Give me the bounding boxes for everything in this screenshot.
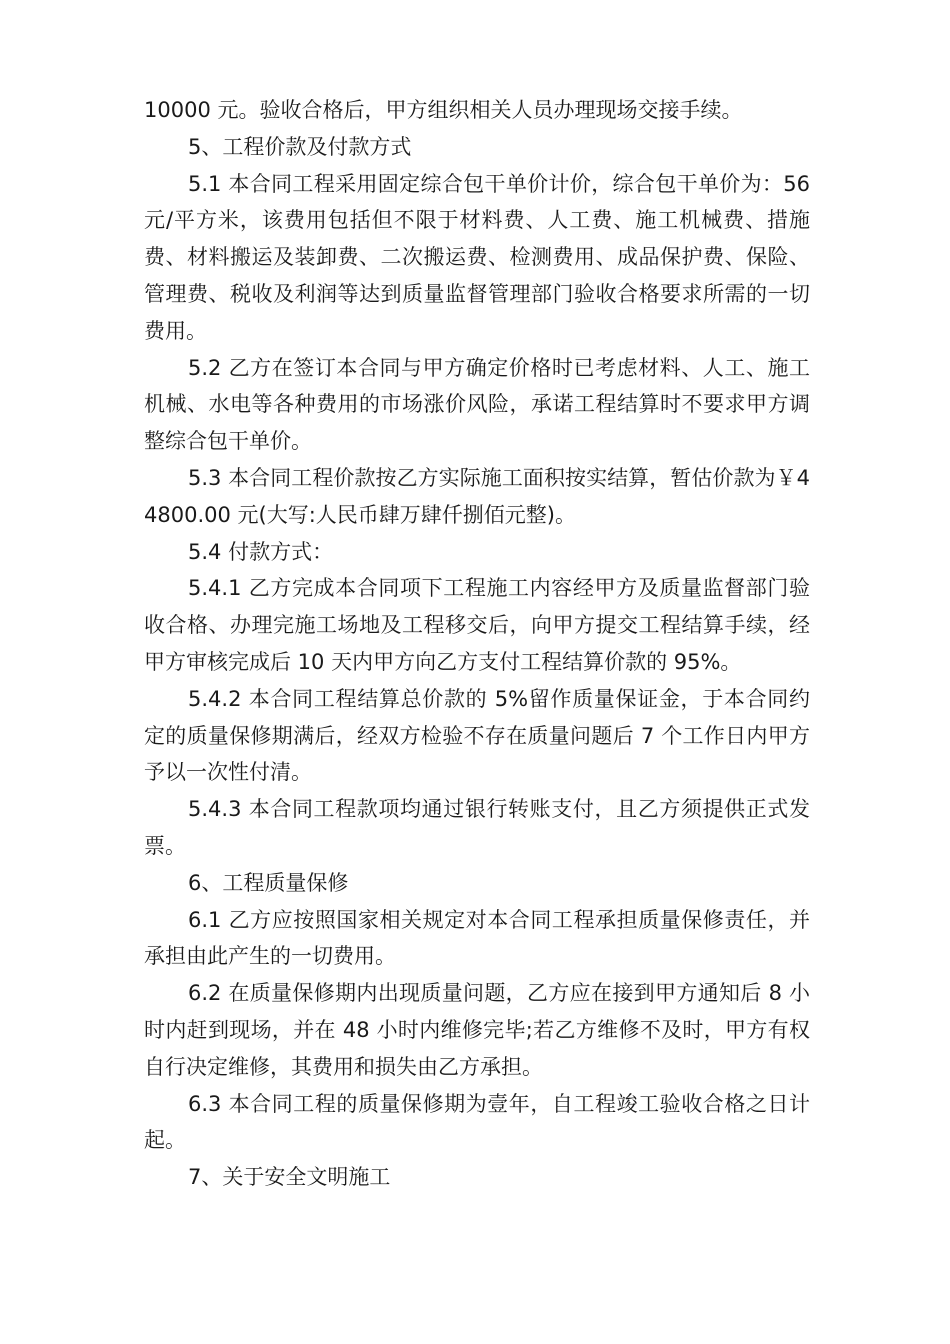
clause-5-3: 5.3 本合同工程价款按乙方实际施工面积按实结算，暂估价款为￥44800.00 元(大写:人民币肆万肆仟捌佰元整)。 xyxy=(144,465,810,527)
clause-5-4-1: 5.4.1 乙方完成本合同项下工程施工内容经甲方及质量监督部门验收合格、办理完施工场地及工程移交后，向甲方提交工程结算手续，经甲方审核完成后 10 天内甲方向乙方支付工程结算价款的 95%。 xyxy=(144,576,810,674)
clause-6-2: 6.2 在质量保修期内出现质量问题，乙方应在接到甲方通知后 8 小时内赶到现场，并在 48 小时内维修完毕;若乙方维修不及时，甲方有权自行决定维修，其费用和损失由乙方承担。 xyxy=(144,981,810,1079)
clause-5-4-2: 5.4.2 本合同工程结算总价款的 5%留作质量保证金，于本合同约定的质量保修期满后，经双方检验不存在质量问题后 7 个工作日内甲方予以一次性付清。 xyxy=(144,686,810,785)
clause-5-4-3: 5.4.3 本合同工程款项均通过银行转账支付，且乙方须提供正式发票。 xyxy=(144,797,810,858)
section-6-heading: 6、工程质量保修 xyxy=(188,870,349,895)
paragraph-1: 10000 元。验收合格后，甲方组织相关人员办理现场交接手续。 xyxy=(144,98,743,122)
clause-5-4: 5.4 付款方式： xyxy=(188,539,334,564)
clause-5-2: 5.2 乙方在签订本合同与甲方确定价格时已考虑材料、人工、施工机械、水电等各种费用的市场涨价风险，承诺工程结算时不要求甲方调整综合包干单价。 xyxy=(144,355,810,454)
section-5-heading: 5、工程价款及付款方式 xyxy=(188,134,412,159)
section-7-heading: 7、关于安全文明施工 xyxy=(188,1165,391,1190)
clause-6-1: 6.1 乙方应按照国家相关规定对本合同工程承担质量保修责任，并承担由此产生的一切费用。 xyxy=(144,907,810,969)
clause-5-1: 5.1 本合同工程采用固定综合包干单价计价，综合包干单价为：56元/平方米，该费用包括但不限于材料费、人工费、施工机械费、措施费、材料搬运及装卸费、二次搬运费、检测费用、成品保护费、保险、管理费、税收及利润等达到质量监督管理部门验收合格要求所需的一切费用。 xyxy=(144,171,810,343)
document-body xyxy=(144,92,810,1196)
clause-6-3: 6.3 本合同工程的质量保修期为壹年，自工程竣工验收合格之日计起。 xyxy=(144,1091,810,1153)
